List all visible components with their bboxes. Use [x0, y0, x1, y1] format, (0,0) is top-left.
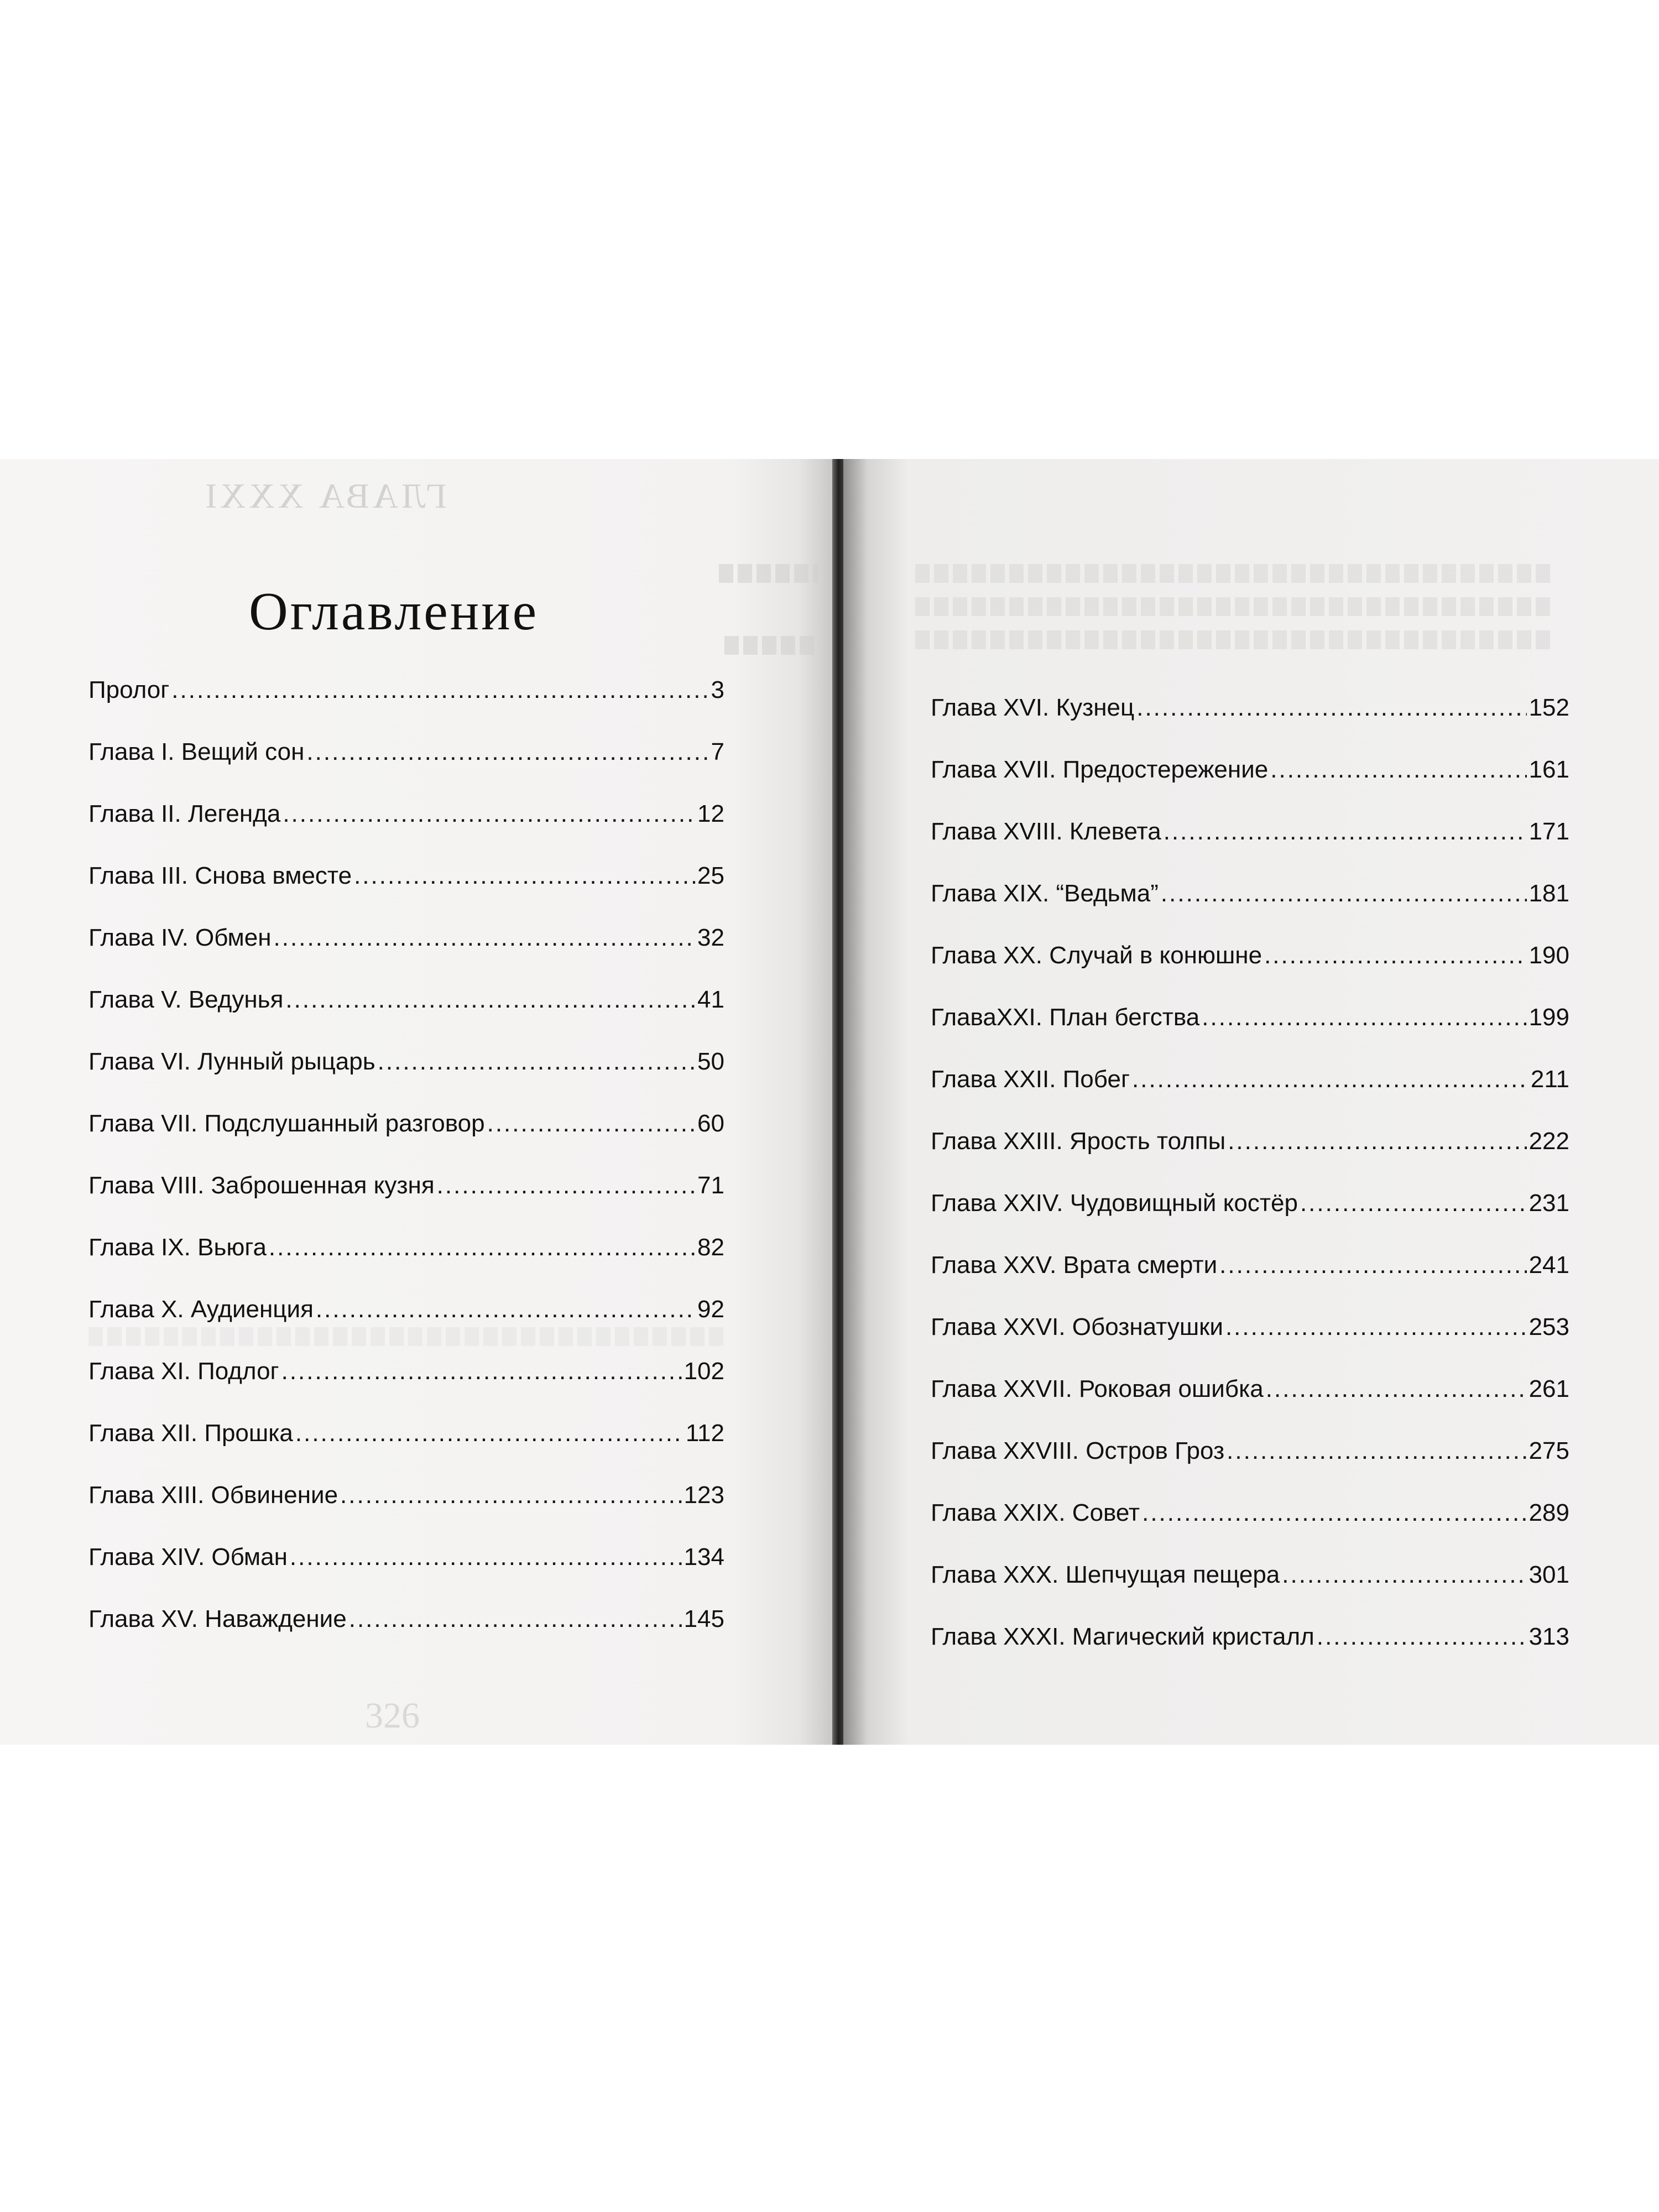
dot-leader [1227, 1434, 1526, 1468]
entry-page: 199 [1528, 1004, 1569, 1031]
entry-title: Глава XXIII. Ярость толпы [931, 1128, 1226, 1155]
book-gutter [832, 459, 843, 1745]
toc-entry [931, 877, 1569, 939]
entry-title: ГлаваXXI. План бегства [931, 1004, 1200, 1031]
entry-title: Пролог [88, 676, 170, 703]
toc-entry [88, 1045, 724, 1107]
toc-entry [88, 735, 724, 797]
toc-entry [931, 1434, 1569, 1496]
open-book [0, 459, 1659, 1745]
toc-entry [931, 1187, 1569, 1249]
entry-title: Глава I. Вещий сон [88, 738, 305, 765]
dot-leader [340, 1479, 682, 1512]
toc-entry [88, 1417, 724, 1479]
show-through-text [719, 564, 818, 583]
show-through-header: ГЛАВА XXXI [202, 476, 447, 515]
dot-leader [1317, 1620, 1527, 1653]
toc-entry [88, 1231, 724, 1293]
entry-page: 60 [697, 1110, 724, 1137]
entry-page: 241 [1528, 1251, 1569, 1279]
toc-entry [88, 983, 724, 1045]
dot-leader [281, 1355, 682, 1388]
entry-title: Глава XXV. Врата смерти [931, 1251, 1218, 1279]
dot-leader [1136, 691, 1526, 724]
dot-leader [1132, 1063, 1528, 1096]
dot-leader [378, 1045, 695, 1078]
show-through-text [724, 636, 818, 655]
toc-entry [931, 815, 1569, 877]
dot-leader [1161, 877, 1527, 910]
toc-entry [931, 1001, 1569, 1063]
toc-entry [931, 1063, 1569, 1125]
dot-leader [1300, 1187, 1527, 1220]
entry-title: Глава XIV. Обман [88, 1543, 288, 1571]
entry-page: 152 [1528, 694, 1569, 721]
entry-title: Глава IV. Обмен [88, 924, 272, 951]
entry-page: 102 [684, 1358, 724, 1385]
toc-entry [931, 753, 1569, 815]
dot-leader [274, 921, 696, 954]
toc-entry [931, 1496, 1569, 1558]
toc-entry [931, 1125, 1569, 1187]
dot-leader [269, 1231, 695, 1264]
entry-page: 112 [685, 1420, 724, 1447]
toc-entry [931, 1249, 1569, 1311]
dot-leader [1202, 1001, 1526, 1034]
entry-page: 171 [1528, 818, 1569, 845]
entry-title: Глава XXVIII. Остров Гроз [931, 1437, 1225, 1464]
entry-page: 3 [711, 676, 724, 703]
entry-title: Глава V. Ведунья [88, 986, 284, 1013]
toc-entry [931, 691, 1569, 753]
entry-page: 25 [697, 862, 724, 889]
toc-entry [88, 1107, 724, 1169]
entry-title: Глава XXVI. Обознатушки [931, 1313, 1223, 1340]
entry-title: Глава III. Снова вместе [88, 862, 352, 889]
toc-list-right [931, 691, 1569, 1682]
show-through-text [915, 630, 1551, 649]
entry-page: 231 [1528, 1190, 1569, 1217]
dot-leader [1164, 815, 1527, 848]
entry-title: Глава IX. Вьюга [88, 1234, 267, 1261]
dot-leader [487, 1107, 695, 1140]
toc-entry [88, 797, 724, 859]
dot-leader [285, 983, 695, 1016]
entry-title: Глава XVII. Предостережение [931, 756, 1269, 783]
dot-leader [1219, 1249, 1526, 1282]
dot-leader [1142, 1496, 1526, 1530]
dot-leader [283, 797, 695, 831]
toc-entry [88, 1293, 724, 1355]
toc-entry [88, 859, 724, 921]
dot-leader [290, 1541, 682, 1574]
entry-page: 82 [697, 1234, 724, 1261]
entry-page: 181 [1528, 880, 1569, 907]
show-through-text [915, 597, 1551, 616]
entry-page: 253 [1528, 1313, 1569, 1340]
entry-title: Глава XXII. Побег [931, 1066, 1130, 1093]
toc-entry [88, 1355, 724, 1417]
show-through-page-number: 326 [365, 1695, 420, 1736]
entry-page: 275 [1528, 1437, 1569, 1464]
toc-entry [88, 1603, 724, 1665]
entry-page: 161 [1528, 756, 1569, 783]
entry-title: Глава XXVII. Роковая ошибка [931, 1375, 1264, 1402]
entry-title: Глава XVIII. Клевета [931, 818, 1161, 845]
toc-entry [931, 1620, 1569, 1682]
toc-entry [931, 1311, 1569, 1373]
entry-page: 211 [1530, 1066, 1569, 1093]
dot-leader [171, 674, 708, 707]
toc-entry [88, 1169, 724, 1231]
dot-leader [1225, 1311, 1527, 1344]
entry-page: 134 [684, 1543, 724, 1571]
entry-title: Глава VII. Подслушанный разговор [88, 1110, 485, 1137]
dot-leader [1266, 1373, 1527, 1406]
entry-page: 50 [697, 1048, 724, 1075]
entry-page: 123 [684, 1481, 724, 1509]
entry-title: Глава VIII. Заброшенная кузня [88, 1172, 435, 1199]
entry-page: 92 [697, 1296, 724, 1323]
show-through-text [915, 564, 1551, 583]
entry-title: Глава XXXI. Магический кристалл [931, 1623, 1314, 1650]
toc-entry [931, 1373, 1569, 1434]
toc-entry [88, 1479, 724, 1541]
entry-title: Глава XIX. “Ведьма” [931, 880, 1159, 907]
entry-title: Глава XIII. Обвинение [88, 1481, 338, 1509]
dot-leader [1270, 753, 1526, 786]
toc-entry [88, 1541, 724, 1603]
entry-page: 261 [1528, 1375, 1569, 1402]
entry-page: 222 [1528, 1128, 1569, 1155]
entry-title: Глава X. Аудиенция [88, 1296, 314, 1323]
entry-title: Глава VI. Лунный рыцарь [88, 1048, 375, 1075]
entry-title: Глава XXX. Шепчущая пещера [931, 1561, 1280, 1588]
dot-leader [354, 859, 695, 893]
entry-page: 313 [1528, 1623, 1569, 1650]
entry-page: 7 [711, 738, 724, 765]
left-page [0, 459, 832, 1745]
dot-leader [295, 1417, 684, 1450]
entry-page: 71 [697, 1172, 724, 1199]
entry-page: 145 [684, 1605, 724, 1632]
toc-entry [931, 939, 1569, 1001]
right-page [843, 459, 1659, 1745]
entry-title: Глава XVI. Кузнец [931, 694, 1135, 721]
dot-leader [316, 1293, 695, 1326]
entry-title: Глава XX. Случай в конюшне [931, 942, 1262, 969]
entry-title: Глава XXIX. Совет [931, 1499, 1140, 1526]
toc-entry [931, 1558, 1569, 1620]
dot-leader [1282, 1558, 1526, 1592]
toc-entry [88, 674, 724, 735]
entry-title: Глава XV. Наваждение [88, 1605, 347, 1632]
page-title: Оглавление [249, 582, 539, 641]
dot-leader [306, 735, 708, 769]
dot-leader [349, 1603, 682, 1636]
entry-page: 289 [1528, 1499, 1569, 1526]
entry-title: Глава XI. Подлог [88, 1358, 279, 1385]
dot-leader [1228, 1125, 1526, 1158]
entry-title: Глава XII. Прошка [88, 1420, 293, 1447]
entry-page: 41 [697, 986, 724, 1013]
entry-page: 301 [1528, 1561, 1569, 1588]
toc-entry [88, 921, 724, 983]
entry-page: 32 [697, 924, 724, 951]
toc-list-left [88, 674, 724, 1665]
dot-leader [437, 1169, 695, 1202]
entry-title: Глава XXIV. Чудовищный костёр [931, 1190, 1298, 1217]
entry-page: 12 [697, 800, 724, 827]
entry-title: Глава II. Легенда [88, 800, 281, 827]
dot-leader [1264, 939, 1527, 972]
entry-page: 190 [1528, 942, 1569, 969]
